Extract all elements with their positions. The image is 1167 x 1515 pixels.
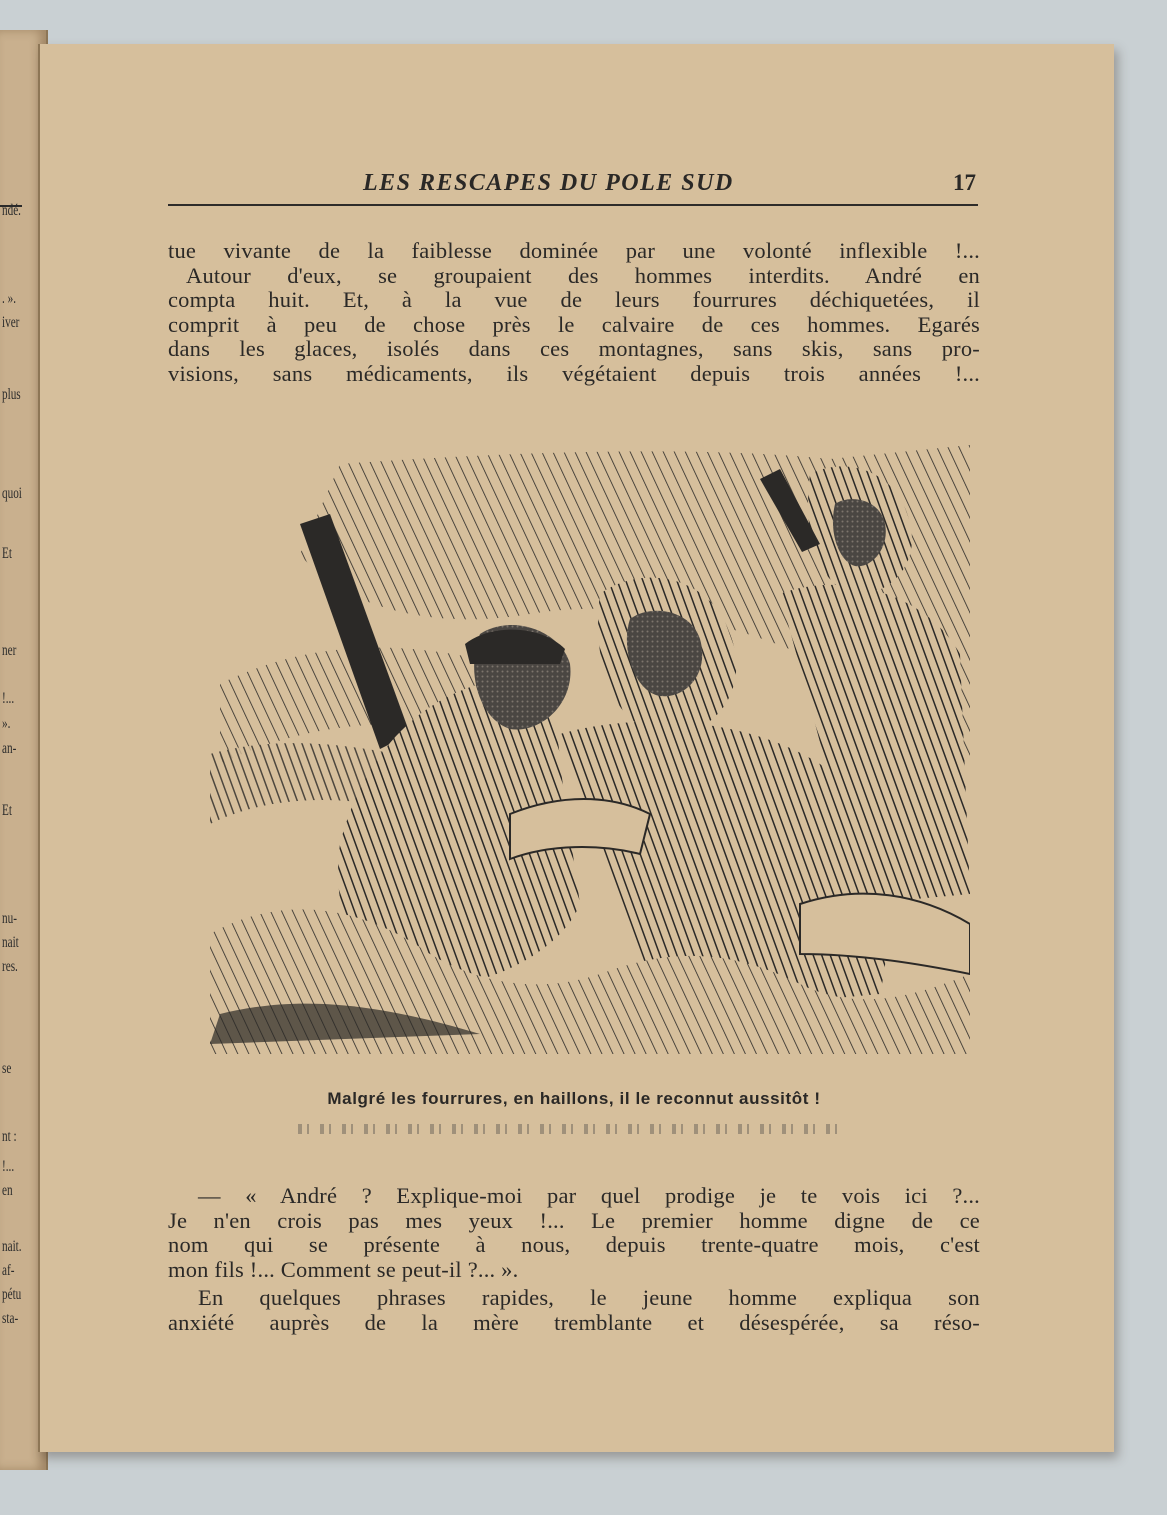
page-number: 17 (953, 170, 976, 195)
previous-page-fragment: nu- (2, 910, 17, 927)
dialogue-paragraph (168, 1184, 980, 1282)
text-line: tue vivante de la faiblesse dominée par une volonté inflexible !... (168, 239, 980, 263)
text-line: nom qui se présente à nous, depuis trente-quatre mois, c'est (168, 1233, 980, 1257)
previous-page-fragment: iver (2, 314, 20, 331)
previous-page-fragment: res. (2, 958, 18, 975)
previous-page-fragment: en (2, 1182, 13, 1199)
previous-page-fragment: Et (2, 802, 12, 819)
text-line: En quelques phrases rapides, le jeune homme expliqua son (198, 1286, 980, 1310)
text-line: visions, sans médicaments, ils végétaient depuis trois années !... (168, 361, 980, 386)
running-head (168, 168, 978, 206)
previous-page-fragment: ndé. (2, 202, 21, 219)
previous-page-fragment: !... (2, 690, 15, 707)
previous-page-fragment: ». (2, 715, 11, 732)
illustration-caption: Malgré les fourrures, en haillons, il le reconnut aussitôt ! (327, 1089, 821, 1108)
previous-page-fragment: an- (2, 740, 17, 757)
previous-page-fragment: !... (2, 1158, 15, 1175)
book-title: LES RESCAPES DU POLE SUD (363, 170, 734, 196)
previous-page-fragment: ner (2, 642, 17, 659)
previous-page-fragment: pétu (2, 1286, 22, 1303)
text-line: Autour d'eux, se groupaient des hommes interdits. André en (186, 263, 980, 288)
text-line: — « André ? Explique-moi par quel prodige je te vois ici ?... (198, 1184, 980, 1208)
previous-page-fragment: . ». (2, 290, 16, 307)
text-line: compta huit. Et, à la vue de leurs fourrures déchiquetées, il (168, 288, 980, 312)
previous-page-fragment: quoi (2, 485, 22, 502)
closing-paragraph (168, 1286, 980, 1335)
previous-page-fragment: nait (2, 934, 19, 951)
previous-page-fragment: nt : (2, 1128, 17, 1145)
top-paragraph (168, 239, 980, 386)
text-line: anxiété auprès de la mère tremblante et désespérée, sa réso- (168, 1310, 980, 1335)
previous-page-fragment: af- (2, 1262, 15, 1279)
show-through-print (298, 1124, 838, 1134)
text-line: dans les glaces, isolés dans ces montagnes, sans skis, sans pro- (168, 337, 980, 361)
previous-page-fragment: plus (2, 386, 21, 403)
book-page (38, 44, 1114, 1452)
previous-page-fragment: sta- (2, 1310, 19, 1327)
previous-page-fragment: Et (2, 545, 12, 562)
previous-page-fragment: se (2, 1060, 12, 1077)
text-line: mon fils !... Comment se peut-il ?... ». (168, 1257, 519, 1282)
text-line: comprit à peu de chose près le calvaire de ces hommes. Egarés (168, 312, 980, 337)
text-line: Je n'en crois pas mes yeux !... Le premier homme digne de ce (168, 1208, 980, 1233)
illustration-polar-explorers (180, 434, 970, 1054)
previous-page-fragment: nait. (2, 1238, 22, 1255)
